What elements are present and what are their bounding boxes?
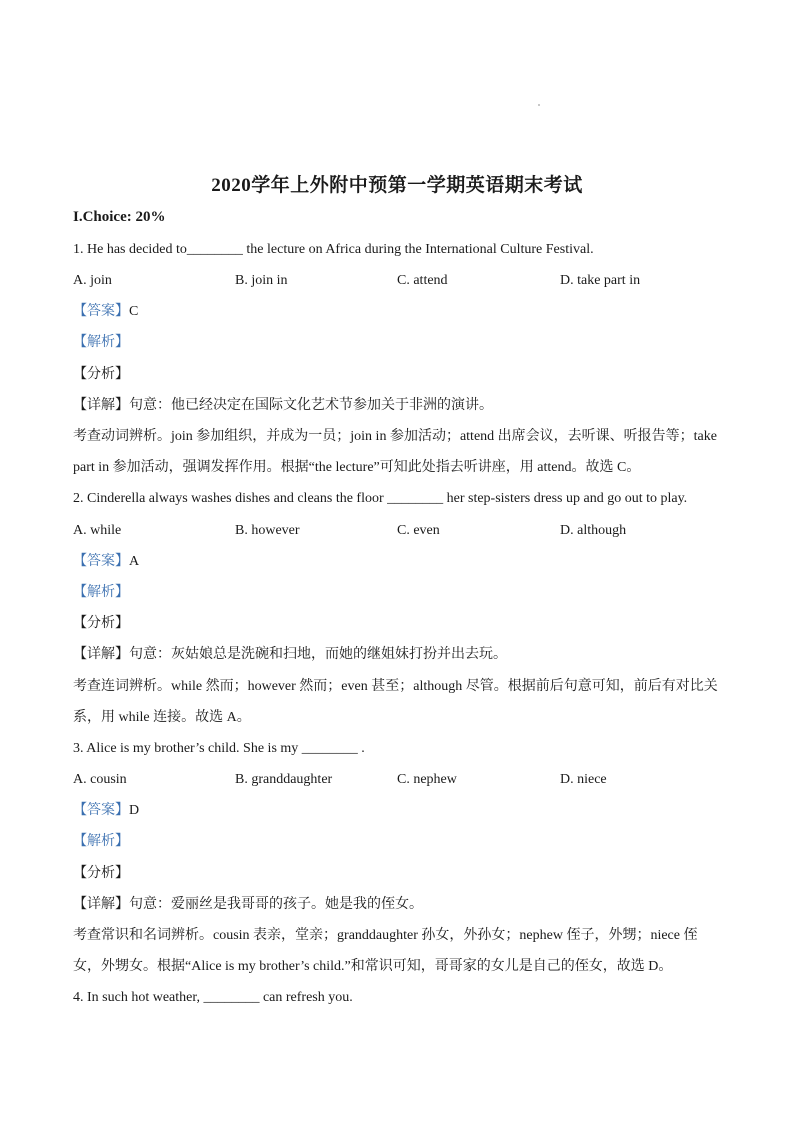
answer-value: D — [129, 803, 140, 818]
question-1-explanation-1: 考查动词辨析。join 参加组织，并成为一员；join in 参加活动；attend 出席会议，去听课、听报告等；take — [73, 429, 717, 444]
question-1-option-b: B. join in — [235, 273, 288, 288]
question-1-answer — [73, 302, 138, 322]
question-2-fenxi: 【分析】 — [73, 616, 129, 631]
answer-value: A — [129, 554, 140, 569]
question-1-option-a: A. join — [73, 273, 112, 288]
answer-tag: 【答案】 — [73, 803, 129, 818]
question-2-explanation-2: 系，用 while 连接。故选 A。 — [73, 710, 251, 725]
page-title: 2020学年上外附中预第一学期英语期末考试 — [211, 175, 583, 196]
question-2-jiexi: 【解析】 — [73, 585, 129, 600]
answer-value: C — [129, 304, 139, 319]
question-3-explanation-2: 女，外甥女。根据“Alice is my brother’s child.”和常识可知，哥哥家的女儿是自己的侄女，故选 D。 — [73, 959, 673, 974]
question-1-detail: 【详解】句意：他已经决定在国际文化艺术节参加关于非洲的演讲。 — [73, 398, 493, 413]
scan-speck — [538, 104, 540, 106]
question-3-option-a: A. cousin — [73, 772, 127, 787]
question-1-option-d: D. take part in — [560, 273, 641, 288]
question-3-option-b: B. granddaughter — [235, 772, 333, 787]
question-3-stem: 3. Alice is my brother’s child. She is my ________ . — [73, 741, 365, 756]
question-3-detail: 【详解】句意：爱丽丝是我哥哥的孩子。她是我的侄女。 — [73, 897, 423, 912]
question-3-option-c: C. nephew — [397, 772, 457, 787]
question-2-option-d: D. although — [560, 523, 627, 538]
question-3-explanation-1: 考查常识和名词辨析。cousin 表亲，堂亲；granddaughter 孙女，外孙女；nephew 侄子，外甥；niece 侄 — [73, 928, 698, 943]
question-2-option-a: A. while — [73, 523, 122, 538]
question-2-option-c: C. even — [397, 523, 440, 538]
answer-tag: 【答案】 — [73, 304, 129, 319]
question-3-answer — [73, 801, 139, 821]
question-3-option-d: D. niece — [560, 772, 607, 787]
question-2-explanation-1: 考查连词辨析。while 然而；however 然而；even 甚至；although 尽管。根据前后句意可知，前后有对比关 — [73, 679, 718, 694]
question-1-explanation-2: part in 参加活动，强调发挥作用。根据“the lecture”可知此处指去听讲座，用 attend。故选 C。 — [73, 460, 641, 475]
question-2-detail: 【详解】句意：灰姑娘总是洗碗和扫地，而她的继姐妹打扮并出去玩。 — [73, 647, 507, 662]
question-2-option-b: B. however — [235, 523, 300, 538]
question-1-fenxi: 【分析】 — [73, 367, 129, 382]
question-3-fenxi: 【分析】 — [73, 866, 129, 881]
question-3-jiexi: 【解析】 — [73, 834, 129, 849]
section-heading: I.Choice: 20% — [73, 209, 166, 225]
answer-tag: 【答案】 — [73, 554, 129, 569]
question-1-jiexi: 【解析】 — [73, 335, 129, 350]
question-1-stem: 1. He has decided to________ the lecture on Africa during the International Culture Festival. — [73, 242, 594, 257]
question-1-option-c: C. attend — [397, 273, 448, 288]
question-2-stem: 2. Cinderella always washes dishes and cleans the floor ________ her step-sisters dress up and go out to play. — [73, 491, 688, 506]
question-2-answer — [73, 552, 139, 572]
question-4-stem: 4. In such hot weather, ________ can refresh you. — [73, 990, 353, 1005]
